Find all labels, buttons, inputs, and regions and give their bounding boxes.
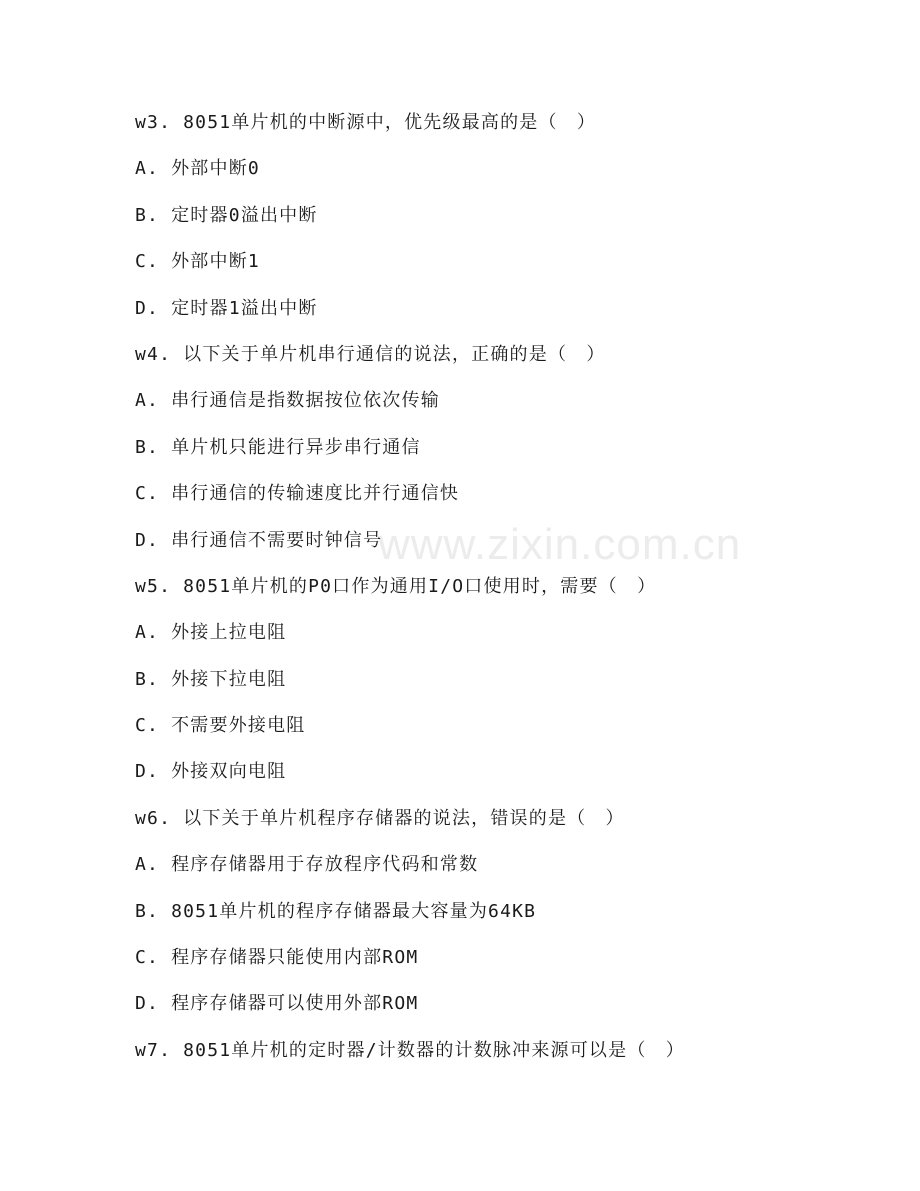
option-d: D. 外接双向电阻 bbox=[135, 761, 287, 783]
question-list bbox=[135, 108, 835, 1082]
option-d: D. 串行通信不需要时钟信号 bbox=[135, 529, 383, 551]
option-b: B. 单片机只能进行异步串行通信 bbox=[135, 436, 421, 458]
option-c: C. 不需要外接电阻 bbox=[135, 715, 306, 737]
option-d: D. 程序存储器可以使用外部ROM bbox=[135, 993, 419, 1015]
option-c: C. 程序存储器只能使用内部ROM bbox=[135, 947, 419, 969]
option-a: A. 外部中断0 bbox=[135, 158, 260, 180]
option-c: C. 串行通信的传输速度比并行通信快 bbox=[135, 483, 460, 505]
option-b: B. 外接下拉电阻 bbox=[135, 668, 287, 690]
question-stem: w3. 8051单片机的中断源中，优先级最高的是（ ） bbox=[135, 112, 597, 133]
watermark: www.zixin.com.cn bbox=[378, 520, 742, 569]
option-b: B. 定时器0溢出中断 bbox=[135, 204, 318, 226]
option-a: A. 串行通信是指数据按位依次传输 bbox=[135, 390, 440, 412]
option-a: A. 程序存储器用于存放程序代码和常数 bbox=[135, 854, 479, 876]
option-b: B. 8051单片机的程序存储器最大容量为64KB bbox=[135, 900, 537, 922]
option-c: C. 外部中断1 bbox=[135, 251, 260, 273]
question-stem: w6. 以下关于单片机程序存储器的说法，错误的是（ ） bbox=[135, 807, 625, 829]
question-stem: w4. 以下关于单片机串行通信的说法，正确的是（ ） bbox=[135, 343, 606, 365]
question-stem: w7. 8051单片机的定时器/计数器的计数脉冲来源可以是（ ） bbox=[135, 1039, 685, 1061]
question-stem: w5. 8051单片机的P0口作为通用I/O口使用时，需要（ ） bbox=[135, 575, 657, 597]
option-d: D. 定时器1溢出中断 bbox=[135, 297, 318, 319]
option-a: A. 外接上拉电阻 bbox=[135, 622, 287, 644]
